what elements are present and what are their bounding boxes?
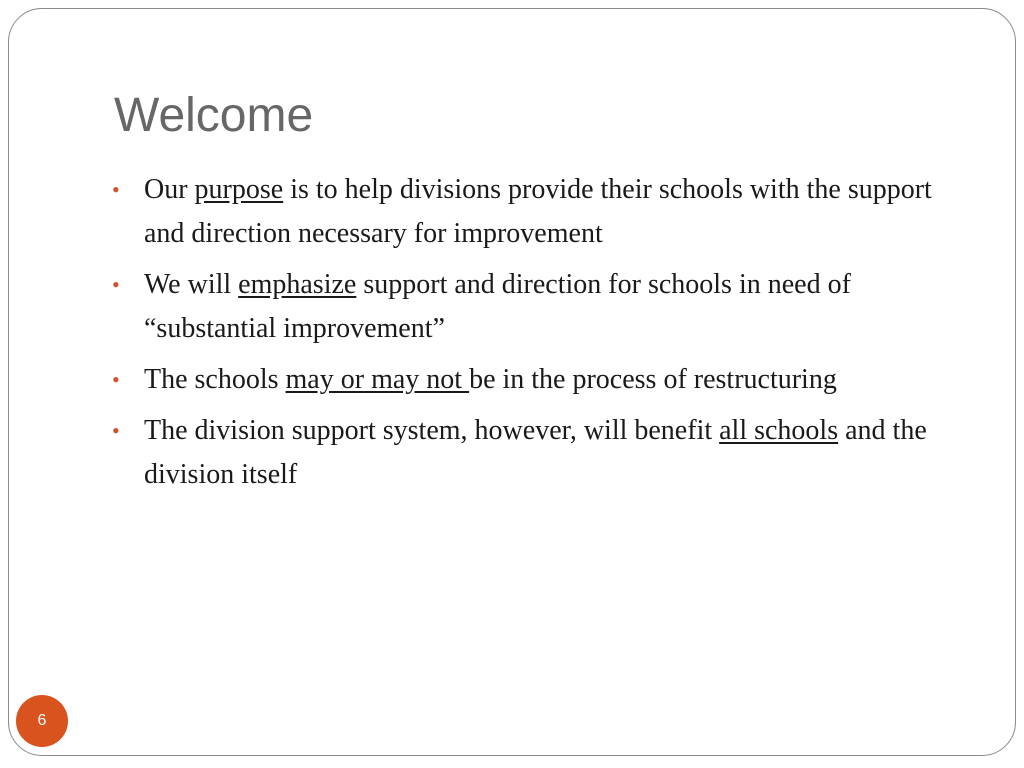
bullet-text: and the division itself	[144, 415, 927, 490]
bullet-text: is to help divisions provide their schools with the support and direction necessary for improvement	[144, 174, 932, 249]
bullet-text: be in the process of restructuring	[469, 364, 837, 395]
bullet-dot-icon: •	[112, 367, 120, 392]
bullet-emphasis: emphasize	[238, 269, 357, 300]
bullet-text: The division support system, however, will benefit	[144, 415, 720, 446]
bullet-dot-icon: •	[112, 177, 120, 202]
bullet-list	[112, 168, 972, 504]
page-number-badge: 6	[16, 695, 68, 747]
bullet-text: We will	[144, 269, 239, 300]
bullet-text: Our	[144, 174, 195, 205]
bullet-emphasis: all schools	[719, 415, 839, 446]
slide-title: Welcome	[114, 89, 314, 142]
bullet-text: The schools	[144, 364, 286, 395]
bullet-emphasis: purpose	[194, 174, 284, 205]
bullet-dot-icon: •	[112, 418, 120, 443]
bullet-text: support and direction for schools in need of “substantial improvement”	[144, 269, 851, 344]
bullet-item	[112, 358, 972, 402]
bullet-emphasis: may or may not	[285, 364, 470, 395]
bullet-item	[112, 409, 972, 497]
bullet-item	[112, 168, 972, 256]
bullet-item	[112, 263, 972, 351]
bullet-dot-icon: •	[112, 272, 120, 297]
